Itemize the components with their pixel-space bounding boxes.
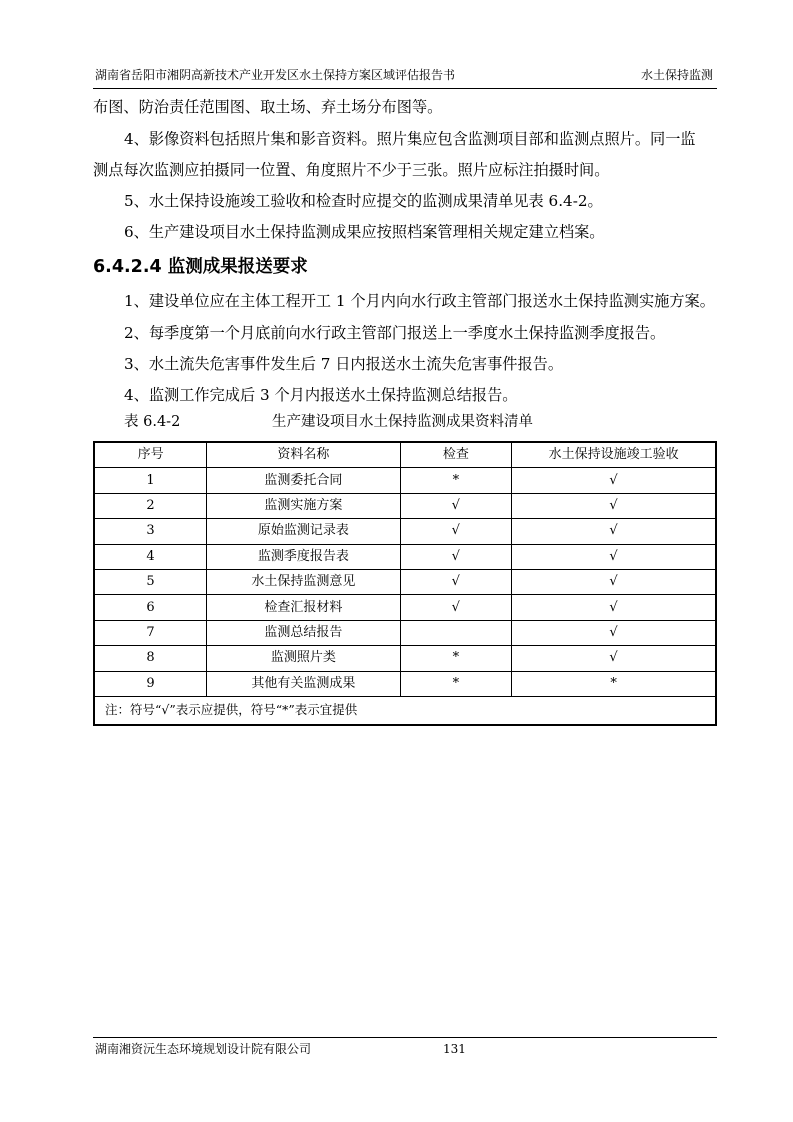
table-cell: √	[512, 519, 716, 544]
table-cell: *	[512, 671, 716, 696]
table-cell: 监测总结报告	[207, 620, 400, 645]
table-cell: 7	[94, 620, 207, 645]
table-cell: √	[512, 620, 716, 645]
table-cell: √	[400, 493, 512, 518]
table-cell: 1	[94, 468, 207, 493]
page-header	[93, 64, 717, 86]
table-row	[94, 671, 716, 696]
table-cell: 水土保持监测意见	[207, 569, 400, 594]
table-cell: 8	[94, 646, 207, 671]
table-note: 注：符号“√”表示应提供，符号“*”表示宜提供	[94, 696, 716, 725]
table-cell: √	[512, 595, 716, 620]
table-cell: √	[512, 493, 716, 518]
column-header: 资料名称	[207, 442, 400, 468]
table-cell: *	[400, 671, 512, 696]
table-cell: √	[512, 646, 716, 671]
paragraph: 布图、防治责任范围图、取土场、弃土场分布图等。	[93, 98, 443, 116]
results-table	[93, 441, 717, 726]
paragraph: 测点每次监测应拍摄同一位置、角度照片不少于三张。照片应标注拍摄时间。	[93, 161, 610, 179]
list-item: 2、每季度第一个月底前向水行政主管部门报送上一季度水土保持监测季度报告。	[124, 324, 666, 342]
footer-company: 湖南湘资沅生态环境规划设计院有限公司	[95, 1042, 312, 1056]
table-cell: *	[400, 646, 512, 671]
table-cell: √	[512, 569, 716, 594]
table-cell: √	[400, 595, 512, 620]
section-heading: 6.4.2.4 监测成果报送要求	[93, 257, 308, 277]
table-cell: 检查汇报材料	[207, 595, 400, 620]
table-row	[94, 468, 716, 493]
table-cell: √	[400, 569, 512, 594]
table-cell: √	[400, 519, 512, 544]
table-header-row	[94, 442, 716, 468]
paragraph: 6、生产建设项目水土保持监测成果应按照档案管理相关规定建立档案。	[124, 223, 605, 241]
header-divider	[93, 88, 717, 89]
table-cell: 监测委托合同	[207, 468, 400, 493]
table-note-row	[94, 696, 716, 725]
column-header: 序号	[94, 442, 207, 468]
list-item: 3、水土流失危害事件发生后 7 日内报送水土流失危害事件报告。	[124, 355, 564, 373]
table-cell: √	[512, 544, 716, 569]
table-cell: 5	[94, 569, 207, 594]
table-cell: 原始监测记录表	[207, 519, 400, 544]
table-cell: 4	[94, 544, 207, 569]
table-cell: 9	[94, 671, 207, 696]
table-row	[94, 544, 716, 569]
list-item: 1、建设单位应在主体工程开工 1 个月内向水行政主管部门报送水土保持监测实施方案。	[124, 292, 715, 310]
table-row	[94, 493, 716, 518]
table-title: 生产建设项目水土保持监测成果资料清单	[272, 414, 533, 430]
table-cell: 其他有关监测成果	[207, 671, 400, 696]
column-header: 检查	[400, 442, 512, 468]
page-number: 131	[443, 1042, 466, 1056]
table-cell: 2	[94, 493, 207, 518]
table-row	[94, 519, 716, 544]
table-cell: 监测实施方案	[207, 493, 400, 518]
table-row	[94, 620, 716, 645]
list-item: 4、监测工作完成后 3 个月内报送水土保持监测总结报告。	[124, 386, 518, 404]
table-cell: √	[512, 468, 716, 493]
table-row	[94, 595, 716, 620]
table-cell: *	[400, 468, 512, 493]
table-cell	[400, 620, 512, 645]
table-cell: 监测照片类	[207, 646, 400, 671]
table-cell: 6	[94, 595, 207, 620]
table-cell: √	[400, 544, 512, 569]
table-cell: 3	[94, 519, 207, 544]
table-row	[94, 646, 716, 671]
table-row	[94, 569, 716, 594]
section-name: 水土保持监测	[640, 68, 713, 82]
table-cell: 监测季度报告表	[207, 544, 400, 569]
paragraph: 4、影像资料包括照片集和影音资料。照片集应包含监测项目部和监测点照片。同一监	[124, 130, 696, 148]
column-header: 水土保持设施竣工验收	[512, 442, 716, 468]
footer-divider	[93, 1037, 717, 1038]
document-title: 湖南省岳阳市湘阴高新技术产业开发区水土保持方案区域评估报告书	[95, 68, 456, 82]
paragraph: 5、水土保持设施竣工验收和检查时应提交的监测成果清单见表 6.4-2。	[124, 192, 603, 210]
table-label: 表 6.4-2	[124, 414, 181, 430]
